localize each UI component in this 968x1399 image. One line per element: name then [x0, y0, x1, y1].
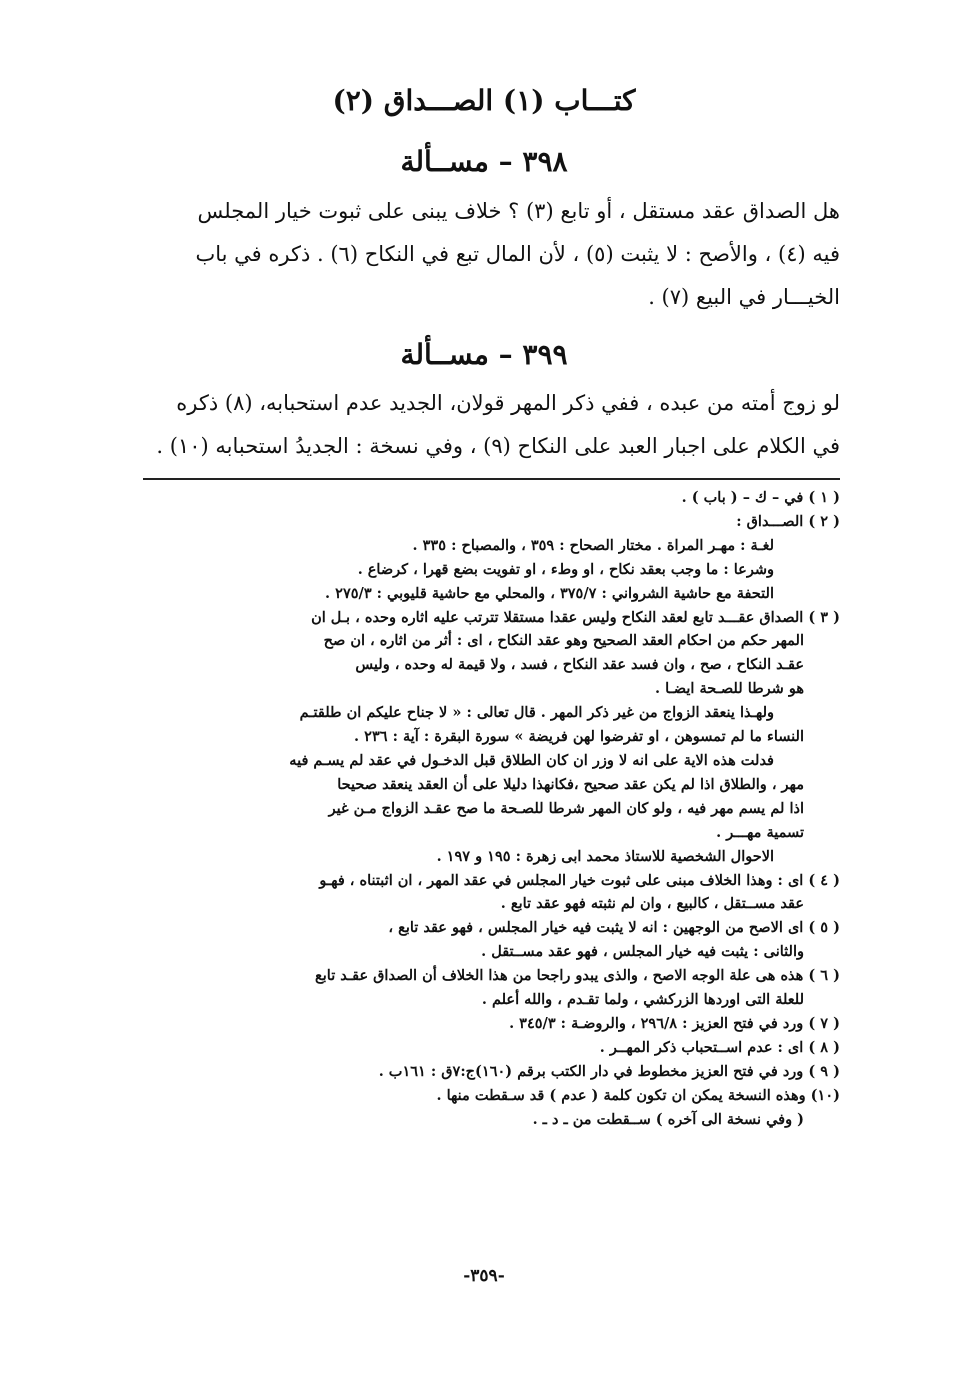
footnote-line: اذا لم يسم مهر فيه ، ولو كان المهر شرطا للصـحة ما صح عقـد الزواج مـن غير: [328, 799, 804, 817]
footnote-line: عقـد النكاح ، صح ، وان فسد عقد النكاح ، فسد ، ولا قيمة له وحده ، وليس: [355, 656, 804, 674]
footnote-line: ( ٩ ) ورد في فتح العزيز مخطوط في دار الكتب برقم (١٦٠)ج:٧ق : ١٦١ب .: [378, 1062, 840, 1080]
footnote-line: فدلت هذه الاية على انه لا وزر ان كان الطلاق قبل الدخـول في عقد لم يسـم فيه: [289, 751, 774, 769]
footnote-line: ( ٧ ) ورد في فتح العزيز : ٢٩٦/٨ ، والروضـة : ٣٤٥/٣ .: [509, 1014, 840, 1032]
footnote-line: ( ٦ ) هذه هى علة الوجه الاصح ، والذى يبدو راجحا من هذا الخلاف أن الصداق عقـد تابع: [315, 967, 840, 985]
text-line: الخيـــار في البيع (٧) .: [648, 285, 840, 309]
footnote-line: (١٠) وهذه النسخة يمكن ان تكون كلمة ( عدم ) قد سـقطت منها .: [436, 1086, 840, 1104]
footnote-line: ( ٢ ) الصـــداق :: [736, 512, 840, 530]
text-line: لو زوج أمته من عبده ، ففي ذكر المهر قولان، الجديد عدم استحبابه، (٨) ذكره: [176, 391, 840, 415]
footnote-line: التحفة مع حاشية الشرواني : ٣٧٥/٧ ، والمحلي مع حاشية قليوبي : ٢٧٥/٣ .: [325, 584, 774, 602]
footnote-line: ( ٤ ) اى : وهذا الخلاف مبنى على ثبوت خيار المجلس في عقد المهر ، ان اثبتناه ، فهـو: [319, 871, 840, 889]
footnote-line: النساء ما لم تمسوهن ، او تفرضوا لهن فريضة » سورة البقرة : آية : ٢٣٦ .: [354, 728, 804, 746]
footnote-line: مهر ، والطلاق اذا لم يكن عقد صحيح ،فكانهذا دليلا على أن العقد ينعقد صحيحا: [337, 775, 804, 793]
footnote-line: ( ٥ ) اى الاصح من الوجهين : انه لا يثبت فيه خيار المجلس ، فهو عقد تابع ،: [388, 919, 840, 937]
footnote-line: لغـة : مهـر المراة . مختار الصحاح : ٣٥٩ ، والمصباح : ٣٣٥ .: [412, 536, 774, 554]
text-line: هل الصداق عقد مستقل ، أو تابع (٣) ؟ خلاف يبنى على ثبوت خيار المجلس: [197, 199, 840, 223]
footnotes: [128, 486, 840, 1131]
footnote-line: ( ٨ ) اى : عدم اســتحباب ذكر المهــر .: [599, 1038, 840, 1056]
footnote-line: للعلة التى اوردها الزركشي ، ولما تقـدم ، والله أعلم .: [481, 991, 804, 1009]
section-heading-398: ٣٩٨ – مســألة: [400, 145, 568, 178]
section-heading-399: ٣٩٩ – مســألة: [400, 338, 568, 371]
section-398-text: [128, 190, 840, 319]
footnote-line: تسمية مهـــر .: [716, 823, 804, 841]
footnote-line: والثانى : يثبت فيه خيار المجلس ، فهو عقد مســتقل .: [481, 943, 804, 961]
footnote-line: ( ١ ) في – ك – ( باب ) .: [681, 489, 840, 506]
text-line: فيه (٤) ، والأصح : لا يثبت (٥) ، لأن المال تبع في النكاح (٦) . ذكره في باب: [195, 242, 840, 266]
footnote-line: عقد مســتقل ، كالبيع ، وان لم نثبته فهو عقد تابع .: [500, 895, 804, 913]
footnote-line: ولهـذا ينعقد الزواج من غير ذكر المهر . قال تعالى : « لا جناح عليكم ان طلقتـم: [299, 704, 774, 722]
footnote-divider: [143, 478, 840, 480]
footnote-line: وشرعا : ما وجب بعقد نكاح ، او وطء ، او تفويت بضع قهرا ، كرضاع .: [357, 560, 774, 578]
text-line: في الكلام على اجبار العبد على النكاح (٩) ، وفي نسخة : الجديدُ استحبابه (١٠) .: [156, 434, 840, 458]
footnote-line: ( وفي نسخة الى آخره ) ســقطت من ـ د ـ .: [532, 1110, 804, 1128]
section-399-text: [128, 382, 840, 468]
footnote-line: المهر حكم من احكام العقد الصحيح وهو عقد النكاح ، اى : أثر من اثاره ، ان صح: [323, 632, 804, 650]
footnote-line: هو شرطا للصـحة ايضـا .: [655, 680, 804, 698]
chapter-title: كتـــاب (١) الصـــداق (٢): [332, 84, 636, 117]
page-number: -٣٥٩-: [463, 1266, 505, 1286]
footnote-line: ( ٣ ) الصداق عقـــد تابع لعقد النكاح وليس عقدا مستقلا تترتب عليه اثاره وحده ، بـل ان: [311, 608, 840, 626]
footnote-line: الاحوال الشخصية للاستاذ محمد ابى زهرة : ١٩٥ و ١٩٧ .: [436, 847, 774, 865]
